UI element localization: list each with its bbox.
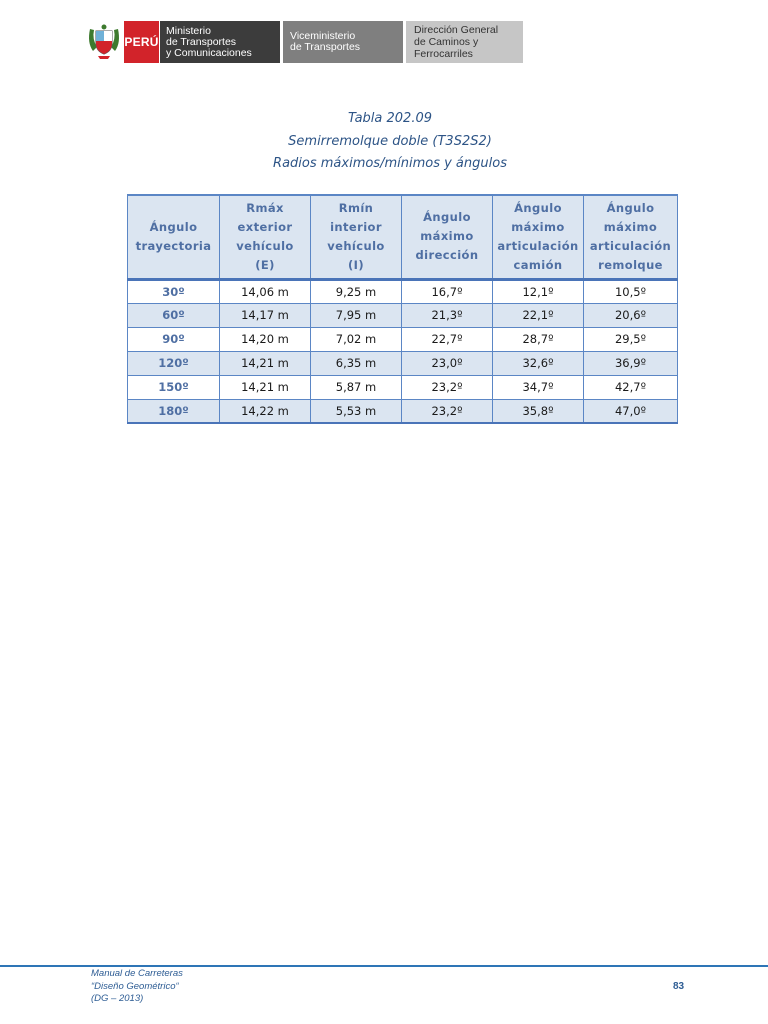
- ministry-line-2: de Transportes: [166, 35, 237, 48]
- table-cell: 23,0º: [402, 351, 493, 375]
- data-table: [127, 194, 678, 424]
- header-angulo-articulacion-camion: [493, 195, 584, 279]
- ministry-line-3: y Comunicaciones: [166, 46, 252, 59]
- table-cell: 29,5º: [584, 327, 678, 351]
- header-text: Ángulo: [149, 219, 198, 234]
- footer-manual-reference: [91, 968, 183, 1006]
- table-cell: 23,2º: [402, 399, 493, 423]
- table-row: [128, 279, 678, 303]
- table-cell: 6,35 m: [311, 351, 402, 375]
- table-row: [128, 327, 678, 351]
- table-subject: Semirremolque doble (T3S2S2): [288, 133, 492, 149]
- header-logo-bar: [84, 21, 523, 63]
- table-cell-angle: 120º: [128, 351, 220, 375]
- header-text: vehículo: [327, 238, 385, 253]
- table-cell: 5,87 m: [311, 375, 402, 399]
- table-cell: 12,1º: [493, 279, 584, 303]
- header-text: articulación: [589, 238, 672, 253]
- table-description: Radios máximos/mínimos y ángulos: [273, 156, 507, 171]
- table-cell: 16,7º: [402, 279, 493, 303]
- table-caption: [0, 108, 768, 176]
- header-text: máximo: [420, 229, 474, 244]
- table-cell: 7,02 m: [311, 327, 402, 351]
- footer-line-2: “Diseño Geométrico“: [91, 980, 179, 992]
- direction-line-1: Dirección General: [414, 24, 499, 36]
- table-cell: 9,25 m: [311, 279, 402, 303]
- header-angulo-direccion: [402, 195, 493, 279]
- header-text: trayectoria: [135, 238, 212, 253]
- header-text: interior: [330, 219, 382, 234]
- coat-of-arms-icon: [84, 21, 124, 63]
- table-cell-angle: 60º: [128, 303, 220, 327]
- ministry-logo: [159, 21, 280, 63]
- direction-line-2: de Caminos y: [414, 36, 479, 48]
- peru-label: PERÚ: [124, 35, 159, 49]
- table-cell: 14,22 m: [220, 399, 311, 423]
- direction-logo: [406, 21, 523, 63]
- table-cell-angle: 90º: [128, 327, 220, 351]
- table-cell: 5,53 m: [311, 399, 402, 423]
- table-cell: 14,06 m: [220, 279, 311, 303]
- table-cell: 35,8º: [493, 399, 584, 423]
- table-cell: 22,7º: [402, 327, 493, 351]
- table-cell: 47,0º: [584, 399, 678, 423]
- table-cell: 20,6º: [584, 303, 678, 327]
- header-text: vehículo: [236, 238, 294, 253]
- ministry-line-1: Ministerio: [166, 24, 211, 37]
- header-text: máximo: [603, 219, 658, 234]
- table-row: [128, 303, 678, 327]
- header-text: Ángulo: [514, 200, 562, 215]
- table-cell: 14,20 m: [220, 327, 311, 351]
- header-text: Ángulo: [423, 210, 471, 225]
- table-cell: 22,1º: [493, 303, 584, 327]
- viceministry-logo: [283, 21, 403, 63]
- header-text: exterior: [237, 219, 293, 234]
- table-row: [128, 399, 678, 423]
- header-text: articulación: [497, 238, 579, 253]
- vice-line-1: Viceministerio: [290, 30, 356, 42]
- header-angulo-trayectoria: [128, 195, 220, 279]
- header-text: remolque: [598, 257, 663, 272]
- table-cell: 36,9º: [584, 351, 678, 375]
- table-cell-angle: 150º: [128, 375, 220, 399]
- header-text: máximo: [511, 219, 565, 234]
- table-cell: 21,3º: [402, 303, 493, 327]
- header-text: Rmín: [338, 200, 374, 215]
- vice-line-2: de Transportes: [290, 41, 361, 53]
- table-cell: 14,17 m: [220, 303, 311, 327]
- table-header-row: [128, 195, 678, 279]
- data-table-wrapper: [127, 194, 678, 424]
- header-text: (E): [255, 257, 275, 272]
- header-text: dirección: [415, 248, 479, 263]
- header-text: camión: [513, 257, 563, 272]
- table-cell-angle: 30º: [128, 279, 220, 303]
- table-row: [128, 375, 678, 399]
- table-cell: 32,6º: [493, 351, 584, 375]
- table-cell: 14,21 m: [220, 375, 311, 399]
- header-text: Rmáx: [246, 200, 284, 215]
- footer-divider: [0, 965, 768, 967]
- peru-logo: [124, 21, 159, 63]
- header-angulo-articulacion-remolque: [584, 195, 678, 279]
- table-number: Tabla 202.09: [348, 111, 432, 126]
- table-cell: 34,7º: [493, 375, 584, 399]
- table-cell: 28,7º: [493, 327, 584, 351]
- direction-line-3: Ferrocarriles: [414, 48, 473, 60]
- header-rmax-exterior: [220, 195, 311, 279]
- table-cell: 42,7º: [584, 375, 678, 399]
- header-rmin-interior: [311, 195, 402, 279]
- table-row: [128, 351, 678, 375]
- table-cell: 14,21 m: [220, 351, 311, 375]
- header-text: Ángulo: [606, 200, 655, 215]
- footer-line-3: (DG – 2013): [91, 993, 144, 1004]
- table-cell: 7,95 m: [311, 303, 402, 327]
- header-text: (I): [348, 257, 364, 272]
- footer-line-1: Manual de Carreteras: [91, 968, 183, 979]
- table-cell: 23,2º: [402, 375, 493, 399]
- table-cell: 10,5º: [584, 279, 678, 303]
- table-cell-angle: 180º: [128, 399, 220, 423]
- page-number: 83: [673, 981, 685, 992]
